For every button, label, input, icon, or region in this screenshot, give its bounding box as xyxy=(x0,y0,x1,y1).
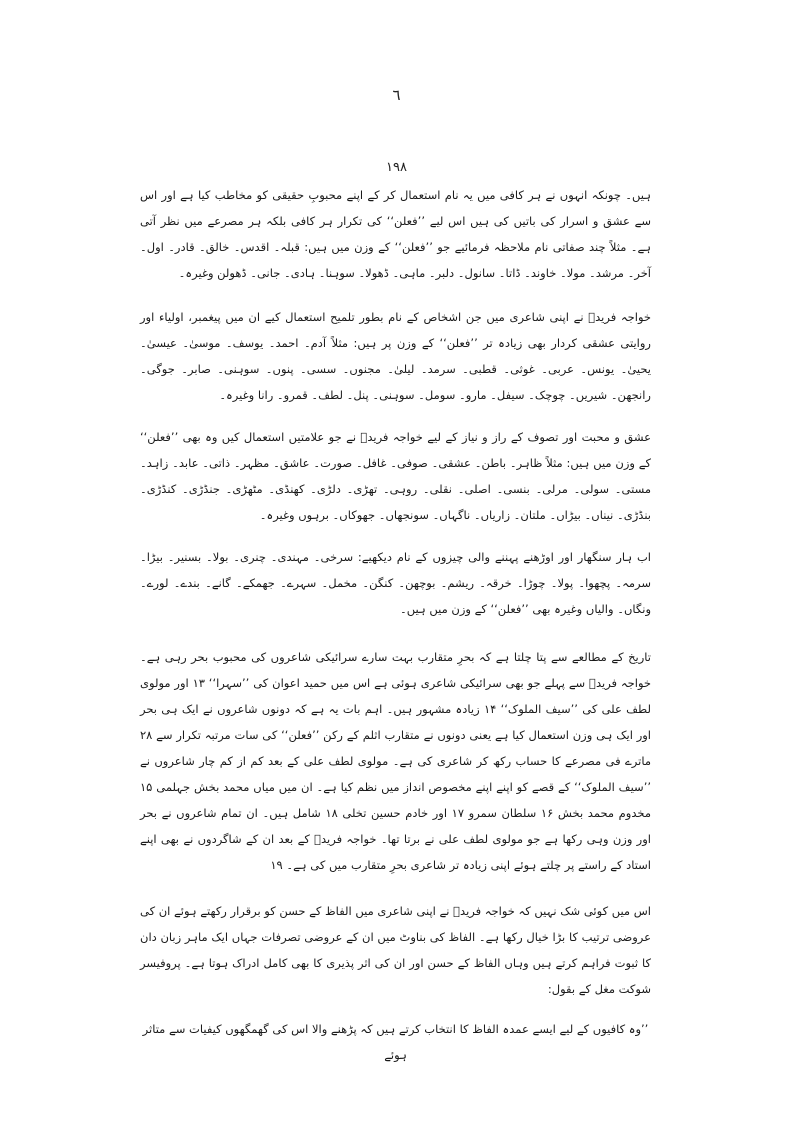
document-body xyxy=(140,182,651,1081)
paragraph-4: اب ہار سنگھار اور اوڑھنے پہننے والی چیزوں کے نام دیکھیے: سرخی۔ مہندی۔ چنری۔ بولا۔ بسنیر۔ بیڑا۔ سرمہ۔ پچھوا۔ پولا۔ چوڑا۔ خرقہ۔ ریشم۔ بوچھن۔ کنگن۔ مخمل۔ سہرے۔ جھمکے۔ گانے۔ بندے۔ لورے۔ ونگاں۔ والیاں وغیرہ بھی ’’فعلن‘‘ کے وزن میں ہیں۔ xyxy=(140,550,651,616)
page-number: ٦ xyxy=(392,86,401,104)
paragraph-5: تاریخ کے مطالعے سے پتا چلتا ہے کہ بحرِ متقارب بہت سارے سرائیکی شاعروں کی محبوب بحر رہی ہے۔ خواجہ فریدؒ سے پہلے جو بھی سرائیکی شاعری ہوئی ہے اس میں حمید اعوان کی ’’سہرا‘‘ ۱۳ اور مولوی لطف علی کی ’’سیف الملوک‘‘ ۱۴ زیادہ مشہور ہیں۔ اہم بات یہ ہے کہ دونوں شاعروں نے ایک ہی بحر اور ایک ہی وزن استعمال کیا ہے یعنی دونوں نے متقارب اثلم کے رکن ’’فعلن‘‘ کی سات مرتبہ تکرار سے ۲۸ ماترے فی مصرعے کا حساب رکھ کر شاعری کی ہے۔ مولوی لطف علی کے بعد کم از کم چار شاعروں نے ’’سیف الملوک‘‘ کے قصے کو اپنے اپنے مخصوص انداز میں نظم کیا ہے۔ ان میں میاں محمد بخش جہلمی ۱۵ مخدوم محمد بخش ۱۶ سلطان سمرو ۱۷ اور خادم حسین تخلی ۱۸ شامل ہیں۔ ان تمام شاعروں نے بحر اور وزن وہی رکھا ہے جو مولوی لطف علی نے برتا تھا۔ خواجہ فریدؒ کے بعد ان کے شاگردوں نے بھی اپنے استاد کے راستے پر چلتے ہوئے اپنی زیادہ تر شاعری بحرِ متقارب میں کی ہے۔ ۱۹ xyxy=(140,650,651,872)
paragraph-6: اس میں کوئی شک نہیں کہ خواجہ فریدؒ نے اپنی شاعری میں الفاظ کے حسن کو برقرار رکھتے ہوئے ان کی عروضی ترتیب کا بڑا خیال رکھا ہے۔ الفاظ کی بناوٹ میں ان کے عروضی تصرفات جہاں ایک ماہر زبان دان کا ثبوت فراہم کرتے ہیں وہاں الفاظ کے حسن اور ان کی اثر پذیری کا بھی کامل ادراک ہوتا ہے۔ پروفیسر شوکت مغل کے بقول: xyxy=(140,904,651,996)
paragraph-1: ہیں۔ چونکہ انہوں نے ہر کافی میں یہ نام استعمال کر کے اپنے محبوبِ حقیقی کو مخاطب کیا ہے اور اس سے عشق و اسرار کی باتیں کی ہیں اس لیے ’’فعلن‘‘ کی تکرار ہر کافی بلکہ ہر مصرعے میں نظر آتی ہے۔ مثلاً چند صفاتی نام ملاحظہ فرمائیے جو ’’فعلن‘‘ کے وزن میں ہیں: قبلہ۔ اقدس۔ خالق۔ قادر۔ اول۔ آخر۔ مرشد۔ مولا۔ خاوند۔ ڈاتا۔ سانول۔ دلبر۔ ماہی۔ ڈھولا۔ سوہنا۔ ہادی۔ جانی۔ ڈھولن وغیرہ۔ xyxy=(140,188,651,280)
quote-line: ’’وہ کافیوں کے لیے ایسے عمدہ الفاظ کا انتخاب کرتے ہیں کہ پڑھنے والا اس کی گھمگھوں کیفیات سے متاثر ہوئے xyxy=(142,1022,649,1062)
paragraph-3: عشق و محبت اور تصوف کے راز و نیاز کے لیے خواجہ فریدؒ نے جو علامتیں استعمال کیں وہ بھی ’’فعلن‘‘ کے وزن میں ہیں: مثلاً ظاہر۔ باطن۔ عشقی۔ صوفی۔ غافل۔ صورت۔ عاشق۔ مظہر۔ ذاتی۔ عابد۔ زاہد۔ مستی۔ سولی۔ مرلی۔ بنسی۔ اصلی۔ نقلی۔ روہی۔ تھڑی۔ دلڑی۔ کھنڈی۔ مٹھڑی۔ جنڈڑی۔ کنڈڑی۔ بنڈڑی۔ نیناں۔ بیڑاں۔ ملتان۔ زاریاں۔ ناگہاں۔ سونجھاں۔ جھوکاں۔ برہوں وغیرہ۔ xyxy=(140,430,651,522)
section-number: ۱۹۸ xyxy=(386,160,407,175)
paragraph-2: خواجہ فریدؒ نے اپنی شاعری میں جن اشخاص کے نام بطور تلمیح استعمال کیے ان میں پیغمبر، اولیاء اور روایتی عشقی کردار بھی زیادہ تر ’’فعلن‘‘ کے وزن پر ہیں: مثلاً آدم۔ احمد۔ یوسف۔ موسیٰ۔ عیسیٰ۔ یحییٰ۔ یونس۔ عربی۔ غوثی۔ قطبی۔ سرمد۔ لیلیٰ۔ مجنوں۔ سسی۔ پنوں۔ سوہنی۔ صابر۔ جوگی۔ رانجھن۔ شیریں۔ چوچک۔ سیفل۔ مارو۔ سومل۔ سوہنی۔ پنل۔ لطف۔ قمرو۔ رانا وغیرہ۔ xyxy=(140,310,651,402)
